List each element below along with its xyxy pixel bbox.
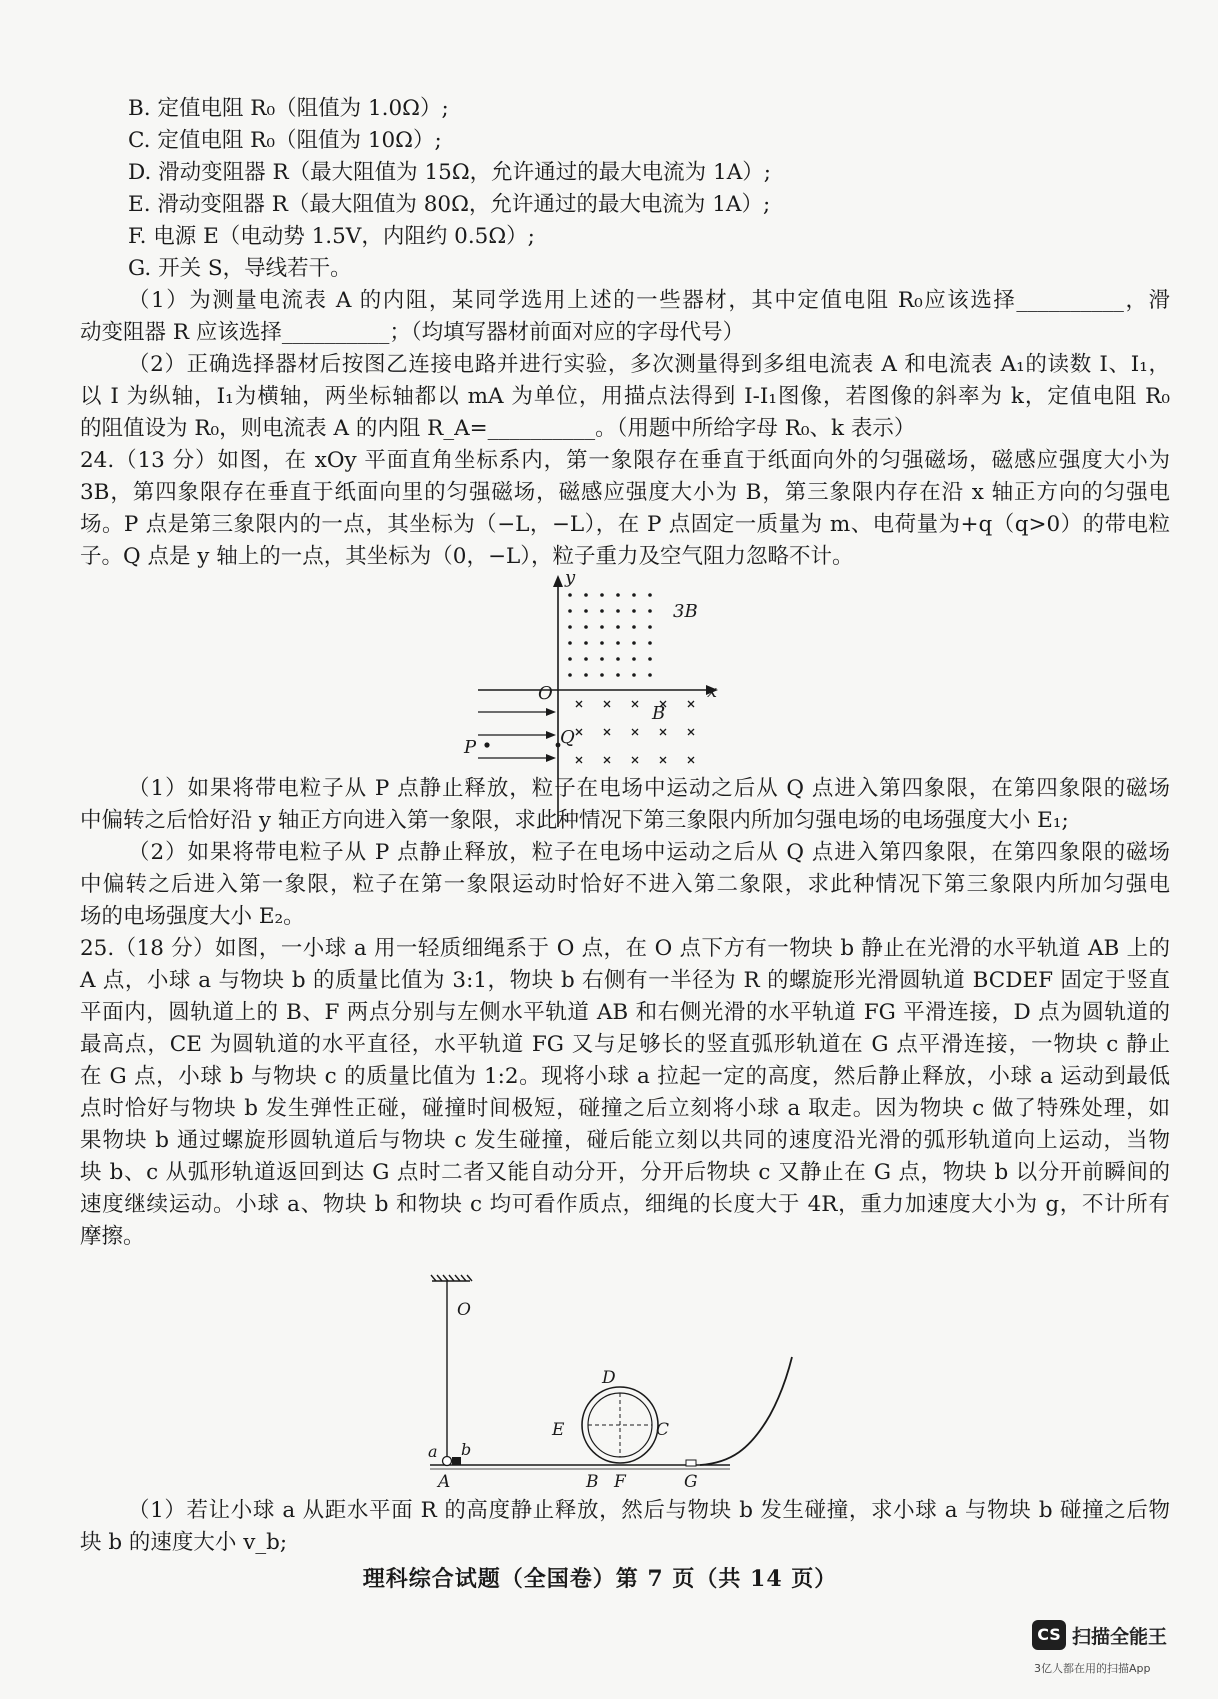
label-block-b: b: [461, 1440, 472, 1459]
label-point-a: A: [438, 1472, 451, 1492]
q25-stem-line6: 点时恰好与物块 b 发生弹性正碰，碰撞时间极短，碰撞之后立刻将小球 a 取走。因为物块 c 做了特殊处理，如: [80, 1096, 1170, 1121]
q23-part1-line2: 动变阻器 R 应该选择__________；（均填写器材前面对应的字母代号）: [80, 320, 745, 345]
page-footer: 理科综合试题（全国卷）第 7 页（共 14 页）: [362, 1566, 838, 1592]
option-g: G. 开关 S，导线若干。: [128, 256, 352, 281]
option-e: E. 滑动变阻器 R（最大阻值为 80Ω，允许通过的最大电流为 1A）;: [128, 192, 771, 217]
label-g: G: [684, 1472, 698, 1492]
q25-stem-line8: 块 b、c 从弧形轨道返回到达 G 点时二者又能自动分开，分开后物块 c 又静止在 G 点，物块 b 以分开前瞬间的: [80, 1160, 1170, 1185]
option-f: F. 电源 E（电动势 1.5V，内阻约 0.5Ω）;: [128, 224, 535, 249]
label-d: D: [602, 1368, 616, 1388]
q24-part2-line2: 中偏转之后进入第一象限，粒子在第一象限运动时恰好不进入第二象限，求此种情况下第三象限内所加匀强电: [80, 872, 1170, 897]
label-e: E: [552, 1420, 565, 1440]
q25-stem-line10: 摩擦。: [80, 1224, 145, 1249]
q25-stem-line7: 果物块 b 通过螺旋形圆轨道后与物块 c 发生碰撞，碰后能立刻以共同的速度沿光滑的弧形轨道向上运动，当物: [80, 1128, 1170, 1153]
q24-stem-line3: 场。P 点是第三象限内的一点，其坐标为（−L，−L），在 P 点固定一质量为 m、电荷量为+q（q>0）的带电粒: [80, 512, 1170, 537]
q25-stem-line1: 25.（18 分）如图，一小球 a 用一轻质细绳系于 O 点，在 O 点下方有一物块 b 静止在光滑的水平轨道 AB 上的: [80, 936, 1170, 961]
q4-cross-field: [576, 701, 694, 763]
track-figure: [430, 1275, 850, 1490]
block-b: [452, 1457, 461, 1465]
point-q-label: Q: [560, 727, 575, 748]
q23-part2-line1: （2）正确选择器材后按图乙连接电路并进行实验，多次测量得到多组电流表 A 和电流表 A₁的读数 I、I₁，: [128, 352, 1170, 377]
field-b-label: B: [652, 703, 666, 724]
q23-part2-line3: 的阻值设为 R₀，则电流表 A 的内阻 R_A=__________。（用题中所给字母 R₀、k 表示）: [80, 416, 916, 441]
q25-part1-line1: （1）若让小球 a 从距水平面 R 的高度静止释放，然后与物块 b 发生碰撞，求小球 a 与物块 b 碰撞之后物: [128, 1498, 1170, 1523]
q24-part1-line1: （1）如果将带电粒子从 P 点静止释放，粒子在电场中运动之后从 Q 点进入第四象限，在第四象限的磁场: [128, 776, 1170, 801]
label-c: C: [656, 1420, 670, 1440]
block-c: [686, 1460, 696, 1466]
q25-stem-line3: 平面内，圆轨道上的 B、F 两点分别与左侧水平轨道 AB 和右侧光滑的水平轨道 FG 平滑连接，D 点为圆轨道的: [80, 1000, 1170, 1025]
q24-stem-line4: 子。Q 点是 y 轴上的一点，其坐标为（0，−L），粒子重力及空气阻力忽略不计。: [80, 544, 854, 569]
label-point-b: B: [586, 1472, 599, 1492]
point-p-dot: [484, 742, 489, 747]
label-ball-a: a: [428, 1442, 438, 1461]
q25-stem-line4: 最高点，CE 为圆轨道的水平直径，水平轨道 FG 又与足够长的竖直弧形轨道在 G 点平滑连接，一物块 c 静止: [80, 1032, 1170, 1057]
ball-a: [443, 1457, 452, 1466]
option-c: C. 定值电阻 R₀（阻值为 10Ω）;: [128, 128, 442, 153]
q23-part2-line2: 以 I 为纵轴，I₁为横轴，两坐标轴都以 mA 为单位，用描点法得到 I-I₁图像，若图像的斜率为 k，定值电阻 R₀: [80, 384, 1170, 409]
origin-label: O: [538, 683, 553, 704]
q25-stem-line2: A 点，小球 a 与物块 b 的质量比值为 3:1，物块 b 右侧有一半径为 R 的螺旋形光滑圆轨道 BCDEF 固定于竖直: [80, 968, 1170, 993]
camscanner-logo-icon: CS: [1032, 1620, 1066, 1650]
e-field-arrows: [478, 708, 556, 762]
q25-stem-line9: 速度继续运动。小球 a、物块 b 和物块 c 均可看作质点，细绳的长度大于 4R，重力加速度大小为 g，不计所有: [80, 1192, 1170, 1217]
scanner-watermark: [1032, 1616, 1192, 1686]
q25-part1-line2: 块 b 的速度大小 v_b;: [80, 1530, 288, 1555]
q25-stem-line5: 在 G 点，小球 b 与物块 c 的质量比值为 1:2。现将小球 a 拉起一定的高度，然后静止释放，小球 a 运动到最低: [80, 1064, 1170, 1089]
q24-part1-line2: 中偏转之后恰好沿 y 轴正方向进入第一象限，求此种情况下第三象限内所加匀强电场的电场强度大小 E₁;: [80, 808, 1069, 833]
q23-part1-line1: （1）为测量电流表 A 的内阻，某同学选用上述的一些器材，其中定值电阻 R₀应该选择__________，滑: [128, 288, 1170, 313]
q24-stem-line2: 3B，第四象限存在垂直于纸面向里的匀强磁场，磁感应强度大小为 B，第三象限内存在沿 x 轴正方向的匀强电: [80, 480, 1170, 505]
option-d: D. 滑动变阻器 R（最大阻值为 15Ω，允许通过的最大电流为 1A）;: [128, 160, 771, 185]
watermark-title: 扫描全能王: [1072, 1626, 1168, 1648]
option-b: B. 定值电阻 R₀（阻值为 1.0Ω）;: [128, 96, 449, 121]
q24-stem-line1: 24.（13 分）如图，在 xOy 平面直角坐标系内，第一象限存在垂直于纸面向外的匀强磁场，磁感应强度大小为: [80, 448, 1170, 473]
point-p-label: P: [464, 737, 477, 758]
label-f: F: [614, 1472, 626, 1492]
y-axis-label: y: [565, 567, 576, 588]
x-axis-label: x: [707, 681, 718, 702]
q1-dot-field: [568, 593, 652, 677]
label-o: O: [457, 1300, 471, 1320]
q24-part2-line3: 场的电场强度大小 E₂。: [80, 904, 305, 929]
watermark-subtitle: 3亿人都在用的扫描App: [1034, 1662, 1151, 1675]
q24-part2-line1: （2）如果将带电粒子从 P 点静止释放，粒子在电场中运动之后从 Q 点进入第四象限，在第四象限的磁场: [128, 840, 1170, 865]
field-3b-label: 3B: [673, 601, 698, 622]
